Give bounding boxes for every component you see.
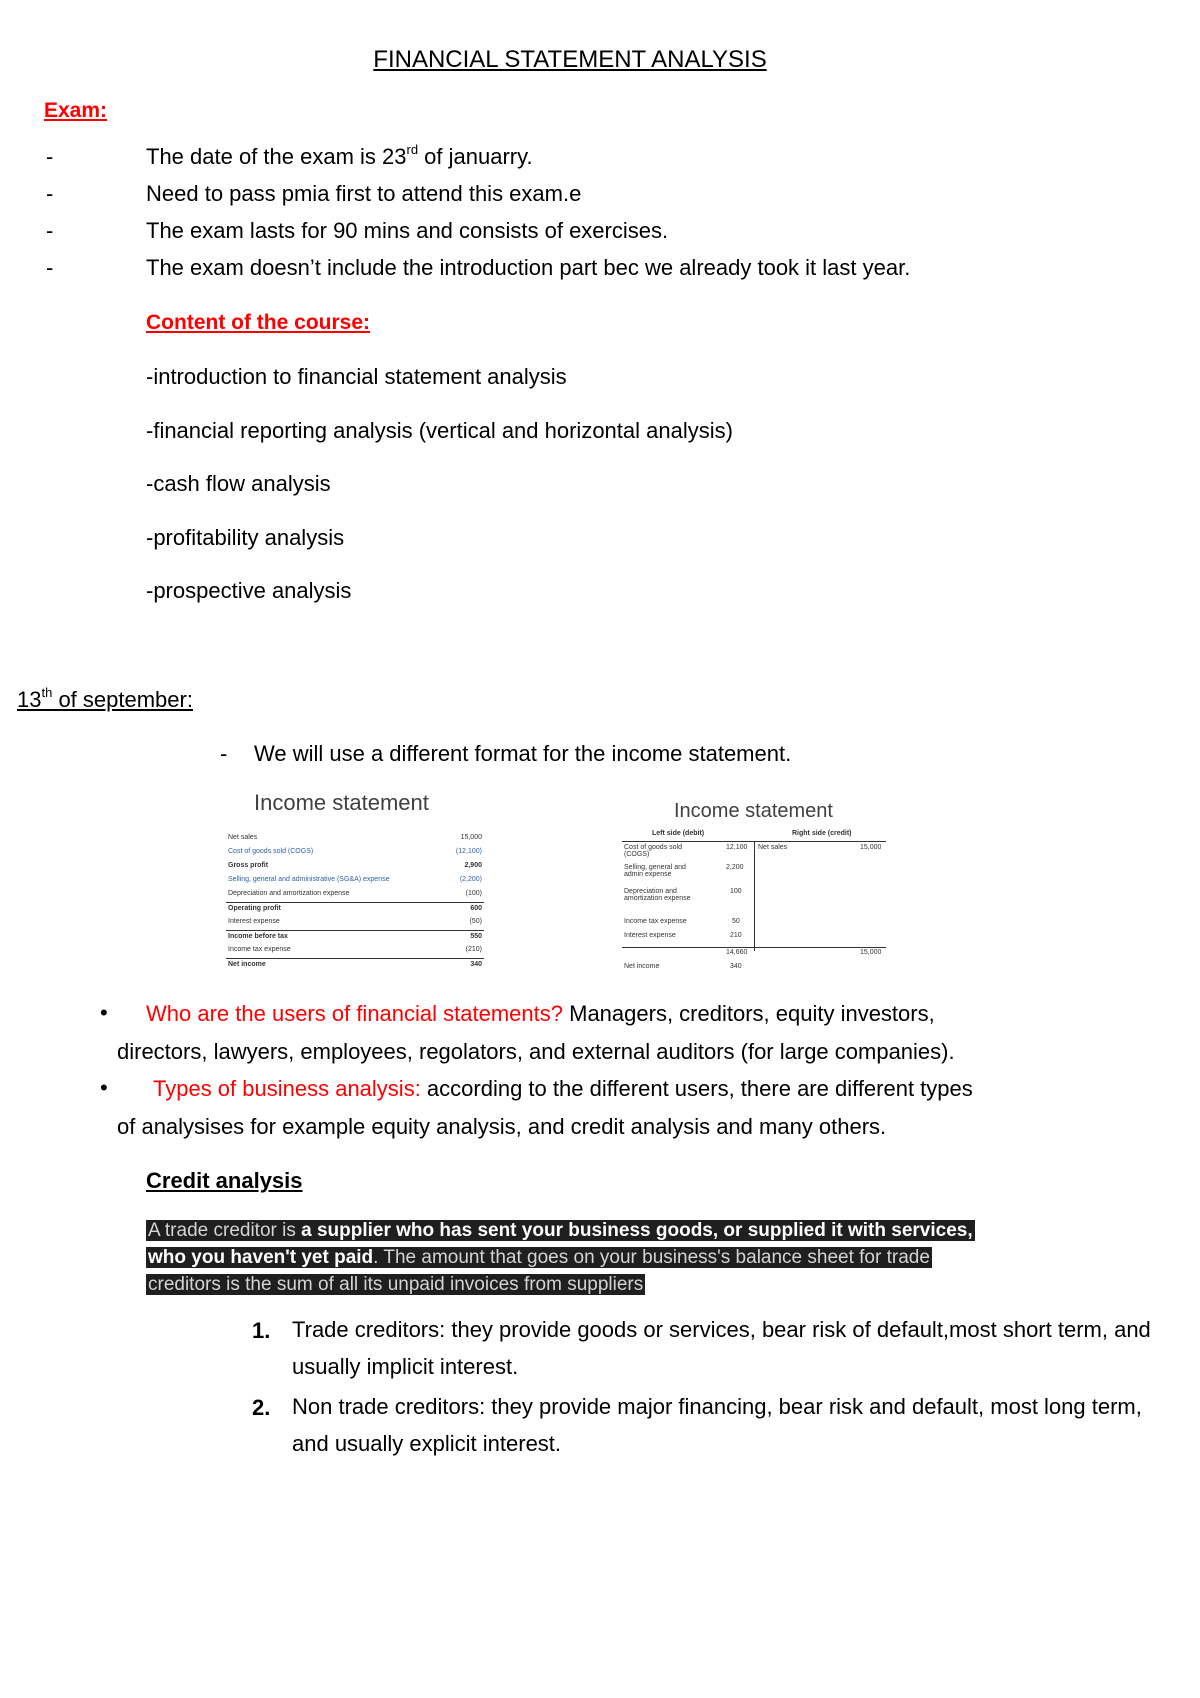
t-row-value: 210 (730, 932, 742, 939)
date-heading: 13th of september: (17, 685, 193, 712)
table-row: Operating profit 600 (226, 902, 484, 917)
bullet-dot: • (100, 1075, 108, 1100)
t-row-label: Selling, general and admin expense (624, 864, 686, 878)
table-row: Income before tax 550 (226, 930, 484, 945)
document-title: FINANCIAL STATEMENT ANALYSIS (373, 46, 767, 73)
exam-item-text: The exam lasts for 90 mins and consists of exercises. (146, 218, 669, 243)
bullet-text: Types of business analysis: according to the different users, there are different types (153, 1076, 973, 1101)
list-dash: - (46, 218, 54, 243)
income-statement-vertical (226, 790, 486, 980)
bullet-continuation: directors, lawyers, employees, regolators, and external auditors (for large companies). (117, 1039, 955, 1064)
bullet-continuation: of analysises for example equity analysis, and credit analysis and many others. (117, 1114, 887, 1139)
table-row: Income tax expense (210) (228, 946, 482, 953)
list-number: 2. (252, 1395, 271, 1420)
definition-line: A trade creditor is a supplier who has sent your business goods, or supplied it with services, (148, 1220, 973, 1241)
exam-heading: Exam: (44, 99, 108, 122)
t-row-rvalue: 15,000 (860, 844, 882, 851)
exam-item-text: The date of the exam is 23rd of januarry. (146, 142, 533, 169)
list-dash: - (46, 255, 54, 280)
t-row-label: Income tax expense (624, 918, 687, 925)
content-item: -introduction to financial statement analysis (146, 364, 567, 389)
table-row: Cost of goods sold (COGS) (12,100) (228, 848, 482, 855)
income-statement-title: Income statement (254, 790, 429, 815)
bullet-dot: • (100, 1000, 108, 1025)
t-row-value: 2,200 (726, 864, 744, 871)
creditor-item: Trade creditors: they provide goods or services, bear risk of default,most short term, and usually implicit interest. (292, 1317, 1151, 1379)
format-note-text: We will use a different format for the income statement. (254, 741, 792, 766)
table-row: Net income 340 (226, 958, 484, 973)
t-row-label: Cost of goods sold (COGS) (624, 844, 682, 858)
right-head: Right side (credit) (792, 830, 852, 837)
table-row: Net sales 15,000 (228, 834, 482, 841)
t-row-value: 12,100 (726, 844, 748, 851)
income-statement-t-account (622, 800, 890, 982)
exam-item-text: The exam doesn’t include the introduction part bec we already took it last year. (146, 255, 911, 280)
table-row: Depreciation and amortization expense (100) (228, 890, 482, 897)
exam-item-text: Need to pass pmia first to attend this exam.e (146, 181, 582, 206)
t-row-rlabel: Net sales (758, 844, 788, 851)
content-item: -prospective analysis (146, 578, 352, 603)
t-row-label: Interest expense (624, 932, 676, 939)
table-row: Interest expense (50) (228, 918, 482, 925)
table-row: Selling, general and administrative (SG&A) expense (2,200) (228, 876, 482, 883)
bullet-text: Who are the users of financial statements? Managers, creditors, equity investors, (146, 1001, 935, 1026)
list-dash: - (46, 181, 54, 206)
table-row: Gross profit 2,900 (228, 862, 482, 869)
content-heading: Content of the course: (146, 311, 370, 334)
content-item: -profitability analysis (146, 525, 345, 550)
definition-line: creditors is the sum of all its unpaid invoices from suppliers (148, 1274, 644, 1295)
income-statement-title: Income statement (674, 800, 833, 822)
left-head: Left side (debit) (652, 830, 705, 837)
t-account-table (622, 830, 888, 980)
t-total-right: 15,000 (860, 949, 882, 956)
t-row-value: 100 (730, 888, 742, 895)
content-item: -financial reporting analysis (vertical and horizontal analysis) (146, 418, 733, 443)
list-dash: - (46, 144, 54, 169)
income-statement-table (226, 832, 484, 977)
credit-heading: Credit analysis (146, 1168, 303, 1193)
list-number: 1. (252, 1318, 271, 1343)
t-row-value: 50 (732, 918, 740, 925)
definition-line: who you haven't yet paid. The amount that goes on your business's balance sheet for trade (148, 1247, 930, 1268)
content-item: -cash flow analysis (146, 471, 331, 496)
t-net-label: Net income (624, 963, 660, 970)
t-row-label: Depreciation and amortization expense (624, 888, 691, 902)
creditor-item: Non trade creditors: they provide major financing, bear risk and default, most long term, and usually explicit interest. (292, 1394, 1142, 1456)
t-total-left: 14,660 (726, 949, 748, 956)
list-dash: - (220, 741, 228, 766)
credit-definition (146, 1218, 975, 1298)
t-net-value: 340 (730, 963, 742, 970)
